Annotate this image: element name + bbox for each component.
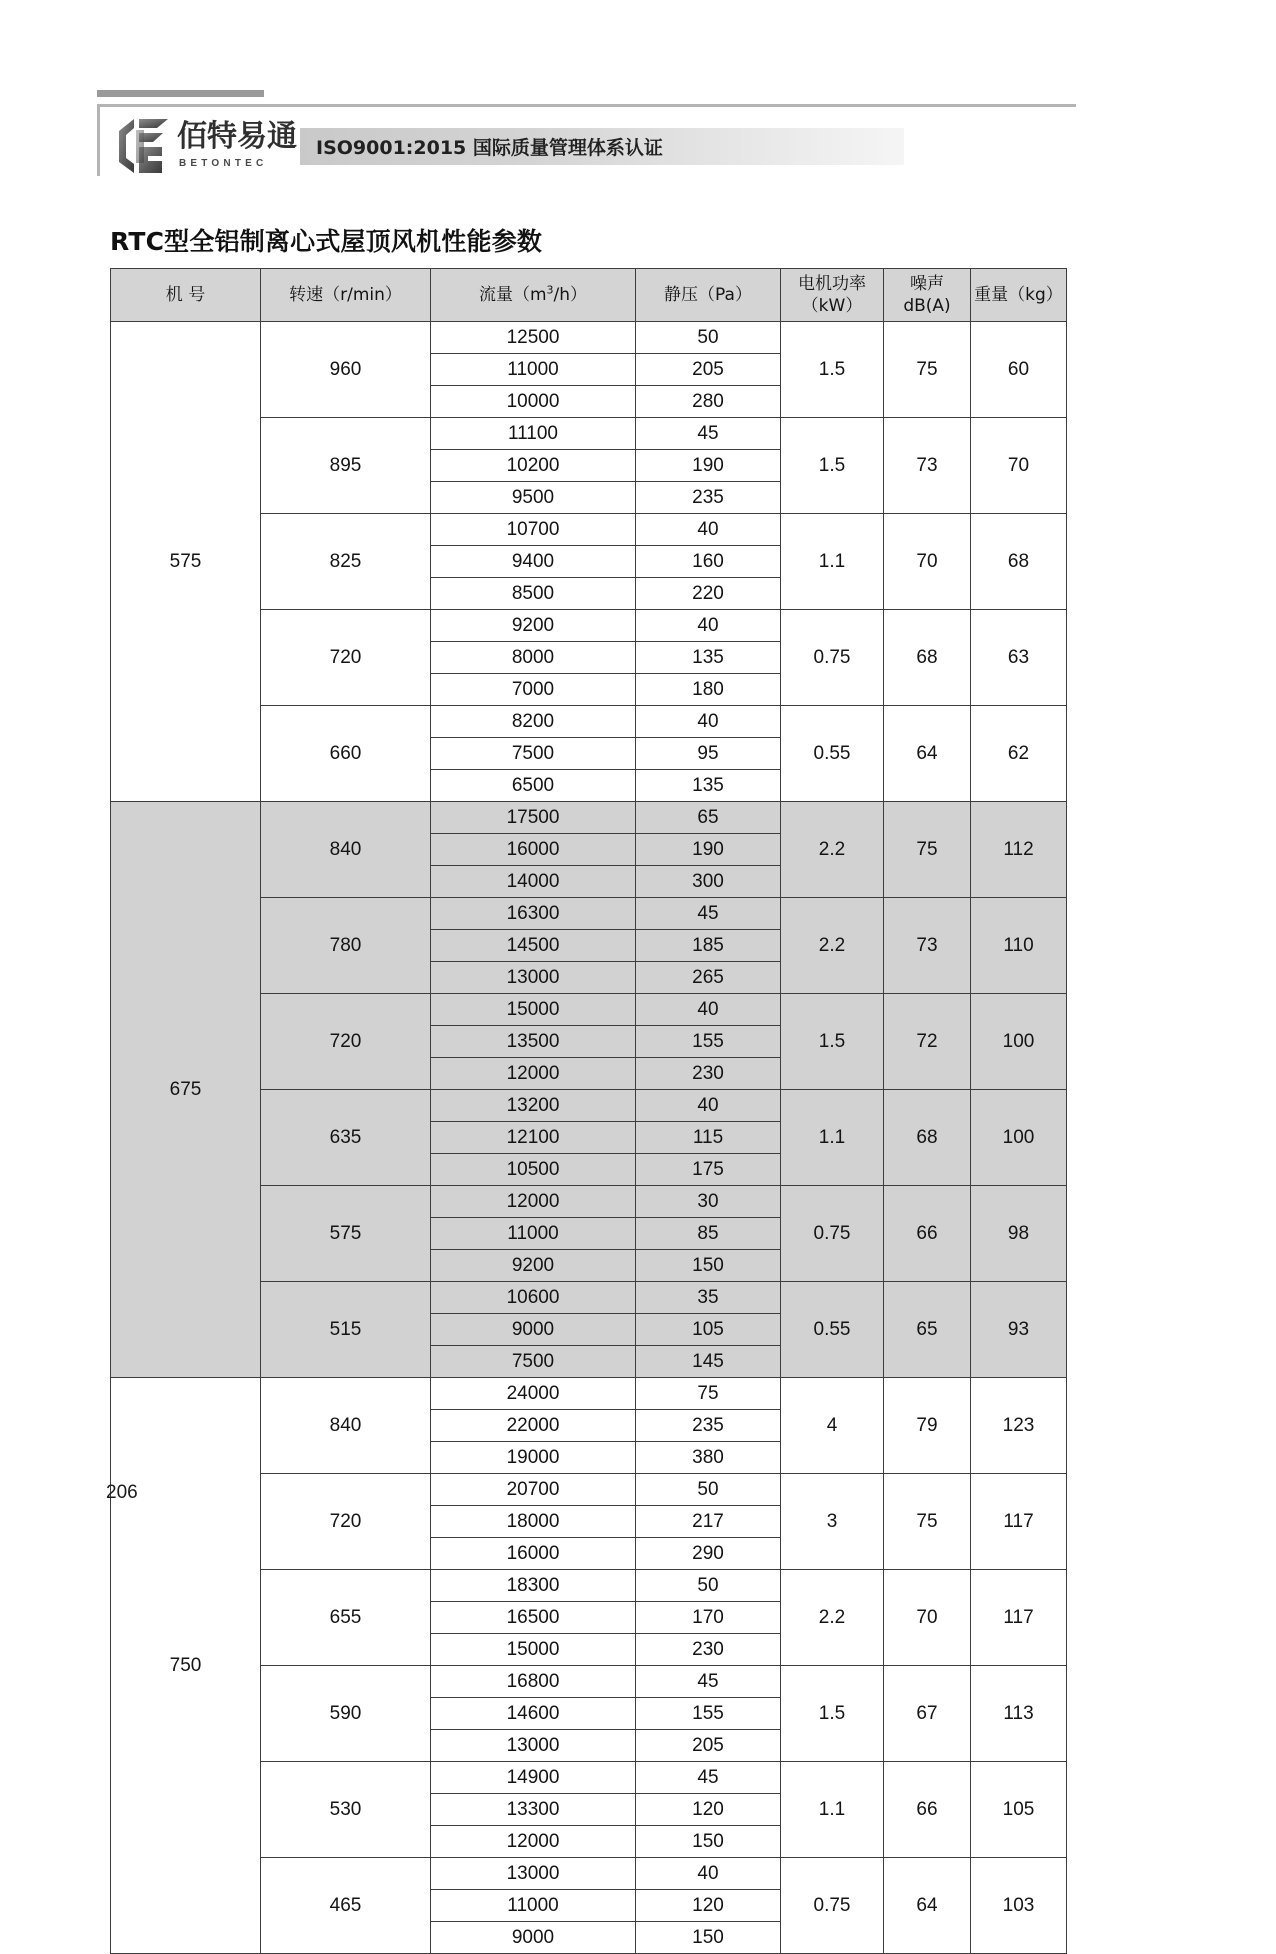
cell-power: 3: [781, 1474, 884, 1570]
cell-noise: 68: [884, 610, 971, 706]
cell-weight: 68: [971, 514, 1067, 610]
cell-flow: 13300: [431, 1794, 636, 1826]
cell-pressure: 150: [636, 1250, 781, 1282]
cell-flow: 16500: [431, 1602, 636, 1634]
cell-pressure: 45: [636, 418, 781, 450]
cell-weight: 70: [971, 418, 1067, 514]
table-row: [111, 322, 1067, 354]
table-row: [111, 802, 1067, 834]
cell-pressure: 185: [636, 930, 781, 962]
cell-power: 0.75: [781, 610, 884, 706]
cell-speed: 895: [261, 418, 431, 514]
cell-flow: 13000: [431, 1730, 636, 1762]
cell-flow: 8000: [431, 642, 636, 674]
cell-flow: 20700: [431, 1474, 636, 1506]
table-block-750: [111, 1378, 1067, 1954]
cell-flow: 15000: [431, 1634, 636, 1666]
col-header-power-line2: （kW）: [801, 296, 863, 316]
logo-brand-cn: 佰特易通: [177, 119, 297, 154]
cell-pressure: 170: [636, 1602, 781, 1634]
cell-flow: 6500: [431, 770, 636, 802]
cell-pressure: 120: [636, 1890, 781, 1922]
cell-flow: 13000: [431, 962, 636, 994]
cell-flow: 12000: [431, 1186, 636, 1218]
cell-model: 750: [111, 1378, 261, 1954]
cell-flow: 9400: [431, 546, 636, 578]
cell-pressure: 380: [636, 1442, 781, 1474]
cell-power: 1.1: [781, 514, 884, 610]
cell-weight: 123: [971, 1378, 1067, 1474]
cell-noise: 79: [884, 1378, 971, 1474]
cell-flow: 12500: [431, 322, 636, 354]
cell-pressure: 50: [636, 1570, 781, 1602]
cell-pressure: 150: [636, 1922, 781, 1954]
cell-power: 1.5: [781, 994, 884, 1090]
cell-noise: 67: [884, 1666, 971, 1762]
cell-pressure: 220: [636, 578, 781, 610]
cell-speed: 780: [261, 898, 431, 994]
cell-pressure: 205: [636, 354, 781, 386]
col-header-speed: 转速（r/min）: [261, 269, 431, 322]
col-header-noise-line2: dB(A): [903, 296, 951, 316]
cell-power: 2.2: [781, 898, 884, 994]
cell-power: 2.2: [781, 1570, 884, 1666]
performance-table-wrapper: [110, 268, 1066, 1954]
cell-flow: 14600: [431, 1698, 636, 1730]
page-number: 206: [106, 1482, 138, 1503]
cell-pressure: 85: [636, 1218, 781, 1250]
cell-weight: 60: [971, 322, 1067, 418]
cell-flow: 7000: [431, 674, 636, 706]
cell-pressure: 217: [636, 1506, 781, 1538]
page-header: [0, 0, 1276, 200]
header-vertical-rule: [97, 104, 100, 176]
cell-flow: 10000: [431, 386, 636, 418]
cell-flow: 7500: [431, 1346, 636, 1378]
cell-pressure: 45: [636, 1666, 781, 1698]
cell-pressure: 155: [636, 1698, 781, 1730]
cell-pressure: 150: [636, 1826, 781, 1858]
col-header-power: [781, 269, 884, 322]
page-title: RTC型全铝制离心式屋顶风机性能参数: [110, 227, 543, 256]
cell-power: 0.75: [781, 1186, 884, 1282]
cell-flow: 16300: [431, 898, 636, 930]
cell-pressure: 190: [636, 834, 781, 866]
cell-speed: 720: [261, 1474, 431, 1570]
cell-pressure: 50: [636, 1474, 781, 1506]
cell-pressure: 105: [636, 1314, 781, 1346]
cell-flow: 14500: [431, 930, 636, 962]
cell-speed: 465: [261, 1858, 431, 1954]
cell-pressure: 160: [636, 546, 781, 578]
cell-pressure: 135: [636, 770, 781, 802]
cell-flow: 14900: [431, 1762, 636, 1794]
table-row: [111, 1378, 1067, 1410]
table-block-675: [111, 802, 1067, 1378]
company-logo: [117, 117, 295, 179]
cell-flow: 14000: [431, 866, 636, 898]
cell-pressure: 45: [636, 1762, 781, 1794]
cell-pressure: 75: [636, 1378, 781, 1410]
cell-pressure: 115: [636, 1122, 781, 1154]
col-header-flow-prefix: 流量（m: [478, 285, 547, 305]
cell-pressure: 280: [636, 386, 781, 418]
col-header-flow-suffix: /h）: [553, 285, 588, 305]
cell-speed: 575: [261, 1186, 431, 1282]
cell-pressure: 190: [636, 450, 781, 482]
cell-power: 1.5: [781, 418, 884, 514]
col-header-noise-line1: 噪声: [910, 274, 944, 294]
logo-mark-icon: [117, 117, 171, 175]
cell-noise: 75: [884, 1474, 971, 1570]
cell-model: 575: [111, 322, 261, 802]
iso-certification-banner: [300, 128, 904, 165]
cell-speed: 590: [261, 1666, 431, 1762]
cell-weight: 117: [971, 1570, 1067, 1666]
cell-flow: 9000: [431, 1314, 636, 1346]
table-header-row: [111, 269, 1067, 322]
cell-flow: 10700: [431, 514, 636, 546]
cell-noise: 70: [884, 1570, 971, 1666]
cell-power: 1.1: [781, 1090, 884, 1186]
cell-flow: 13500: [431, 1026, 636, 1058]
col-header-model: 机 号: [111, 269, 261, 322]
cell-flow: 12100: [431, 1122, 636, 1154]
cell-flow: 16800: [431, 1666, 636, 1698]
cell-weight: 112: [971, 802, 1067, 898]
cell-pressure: 95: [636, 738, 781, 770]
cell-pressure: 40: [636, 514, 781, 546]
cell-speed: 840: [261, 802, 431, 898]
cell-power: 0.55: [781, 1282, 884, 1378]
cell-flow: 8200: [431, 706, 636, 738]
cell-flow: 10500: [431, 1154, 636, 1186]
cell-flow: 22000: [431, 1410, 636, 1442]
header-accent-bar: [97, 90, 264, 97]
cell-weight: 117: [971, 1474, 1067, 1570]
cell-speed: 635: [261, 1090, 431, 1186]
cell-flow: 9500: [431, 482, 636, 514]
cell-pressure: 40: [636, 994, 781, 1026]
cell-pressure: 40: [636, 706, 781, 738]
cell-flow: 11100: [431, 418, 636, 450]
cell-pressure: 180: [636, 674, 781, 706]
cell-flow: 24000: [431, 1378, 636, 1410]
col-header-noise: [884, 269, 971, 322]
cell-pressure: 65: [636, 802, 781, 834]
cell-weight: 63: [971, 610, 1067, 706]
cell-power: 0.75: [781, 1858, 884, 1954]
cell-flow: 18300: [431, 1570, 636, 1602]
cell-speed: 720: [261, 610, 431, 706]
cell-speed: 655: [261, 1570, 431, 1666]
header-horizontal-rule: [97, 104, 1076, 107]
cell-speed: 720: [261, 994, 431, 1090]
cell-flow: 11000: [431, 354, 636, 386]
cell-pressure: 230: [636, 1634, 781, 1666]
cell-pressure: 145: [636, 1346, 781, 1378]
cell-speed: 530: [261, 1762, 431, 1858]
cell-pressure: 40: [636, 1858, 781, 1890]
cell-pressure: 230: [636, 1058, 781, 1090]
cell-pressure: 35: [636, 1282, 781, 1314]
cell-weight: 100: [971, 1090, 1067, 1186]
cell-weight: 100: [971, 994, 1067, 1090]
cell-pressure: 135: [636, 642, 781, 674]
cell-weight: 62: [971, 706, 1067, 802]
cell-pressure: 300: [636, 866, 781, 898]
cell-flow: 7500: [431, 738, 636, 770]
cell-noise: 73: [884, 898, 971, 994]
cell-flow: 11000: [431, 1890, 636, 1922]
cell-flow: 10200: [431, 450, 636, 482]
table-block-575: [111, 322, 1067, 802]
cell-weight: 103: [971, 1858, 1067, 1954]
cell-flow: 16000: [431, 834, 636, 866]
col-header-flow-superscript: 3: [546, 283, 554, 297]
cell-flow: 12000: [431, 1058, 636, 1090]
cell-power: 0.55: [781, 706, 884, 802]
cell-weight: 110: [971, 898, 1067, 994]
cell-pressure: 45: [636, 898, 781, 930]
cell-speed: 825: [261, 514, 431, 610]
cell-noise: 70: [884, 514, 971, 610]
cell-weight: 98: [971, 1186, 1067, 1282]
cell-flow: 13200: [431, 1090, 636, 1122]
col-header-power-line1: 电机功率: [798, 274, 866, 294]
cell-flow: 17500: [431, 802, 636, 834]
cell-flow: 12000: [431, 1826, 636, 1858]
cell-flow: 11000: [431, 1218, 636, 1250]
cell-pressure: 40: [636, 610, 781, 642]
cell-power: 1.5: [781, 1666, 884, 1762]
cell-pressure: 205: [636, 1730, 781, 1762]
cell-flow: 19000: [431, 1442, 636, 1474]
col-header-weight: 重量（kg）: [971, 269, 1067, 322]
cell-power: 2.2: [781, 802, 884, 898]
cell-pressure: 235: [636, 482, 781, 514]
cell-noise: 64: [884, 706, 971, 802]
cell-noise: 75: [884, 322, 971, 418]
cell-speed: 840: [261, 1378, 431, 1474]
cell-flow: 13000: [431, 1858, 636, 1890]
cell-noise: 65: [884, 1282, 971, 1378]
cell-noise: 66: [884, 1186, 971, 1282]
iso-certification-text: ISO9001:2015 国际质量管理体系认证: [316, 137, 663, 159]
cell-noise: 64: [884, 1858, 971, 1954]
cell-weight: 105: [971, 1762, 1067, 1858]
cell-noise: 73: [884, 418, 971, 514]
cell-pressure: 30: [636, 1186, 781, 1218]
logo-brand-en: BETONTEC: [179, 158, 268, 169]
cell-pressure: 290: [636, 1538, 781, 1570]
cell-model: 675: [111, 802, 261, 1378]
cell-noise: 68: [884, 1090, 971, 1186]
performance-table: [110, 268, 1067, 1954]
cell-flow: 18000: [431, 1506, 636, 1538]
cell-noise: 66: [884, 1762, 971, 1858]
cell-power: 1.1: [781, 1762, 884, 1858]
cell-noise: 75: [884, 802, 971, 898]
cell-weight: 113: [971, 1666, 1067, 1762]
cell-flow: 9200: [431, 1250, 636, 1282]
cell-flow: 16000: [431, 1538, 636, 1570]
cell-pressure: 50: [636, 322, 781, 354]
col-header-flow: [431, 269, 636, 322]
col-header-pressure: 静压（Pa）: [636, 269, 781, 322]
cell-flow: 9200: [431, 610, 636, 642]
cell-pressure: 235: [636, 1410, 781, 1442]
cell-pressure: 175: [636, 1154, 781, 1186]
cell-flow: 15000: [431, 994, 636, 1026]
table-header: [111, 269, 1067, 322]
cell-pressure: 40: [636, 1090, 781, 1122]
cell-weight: 93: [971, 1282, 1067, 1378]
cell-pressure: 120: [636, 1794, 781, 1826]
cell-speed: 660: [261, 706, 431, 802]
cell-noise: 72: [884, 994, 971, 1090]
cell-speed: 515: [261, 1282, 431, 1378]
cell-pressure: 155: [636, 1026, 781, 1058]
cell-speed: 960: [261, 322, 431, 418]
cell-flow: 9000: [431, 1922, 636, 1954]
cell-power: 4: [781, 1378, 884, 1474]
cell-flow: 10600: [431, 1282, 636, 1314]
cell-flow: 8500: [431, 578, 636, 610]
cell-power: 1.5: [781, 322, 884, 418]
cell-pressure: 265: [636, 962, 781, 994]
